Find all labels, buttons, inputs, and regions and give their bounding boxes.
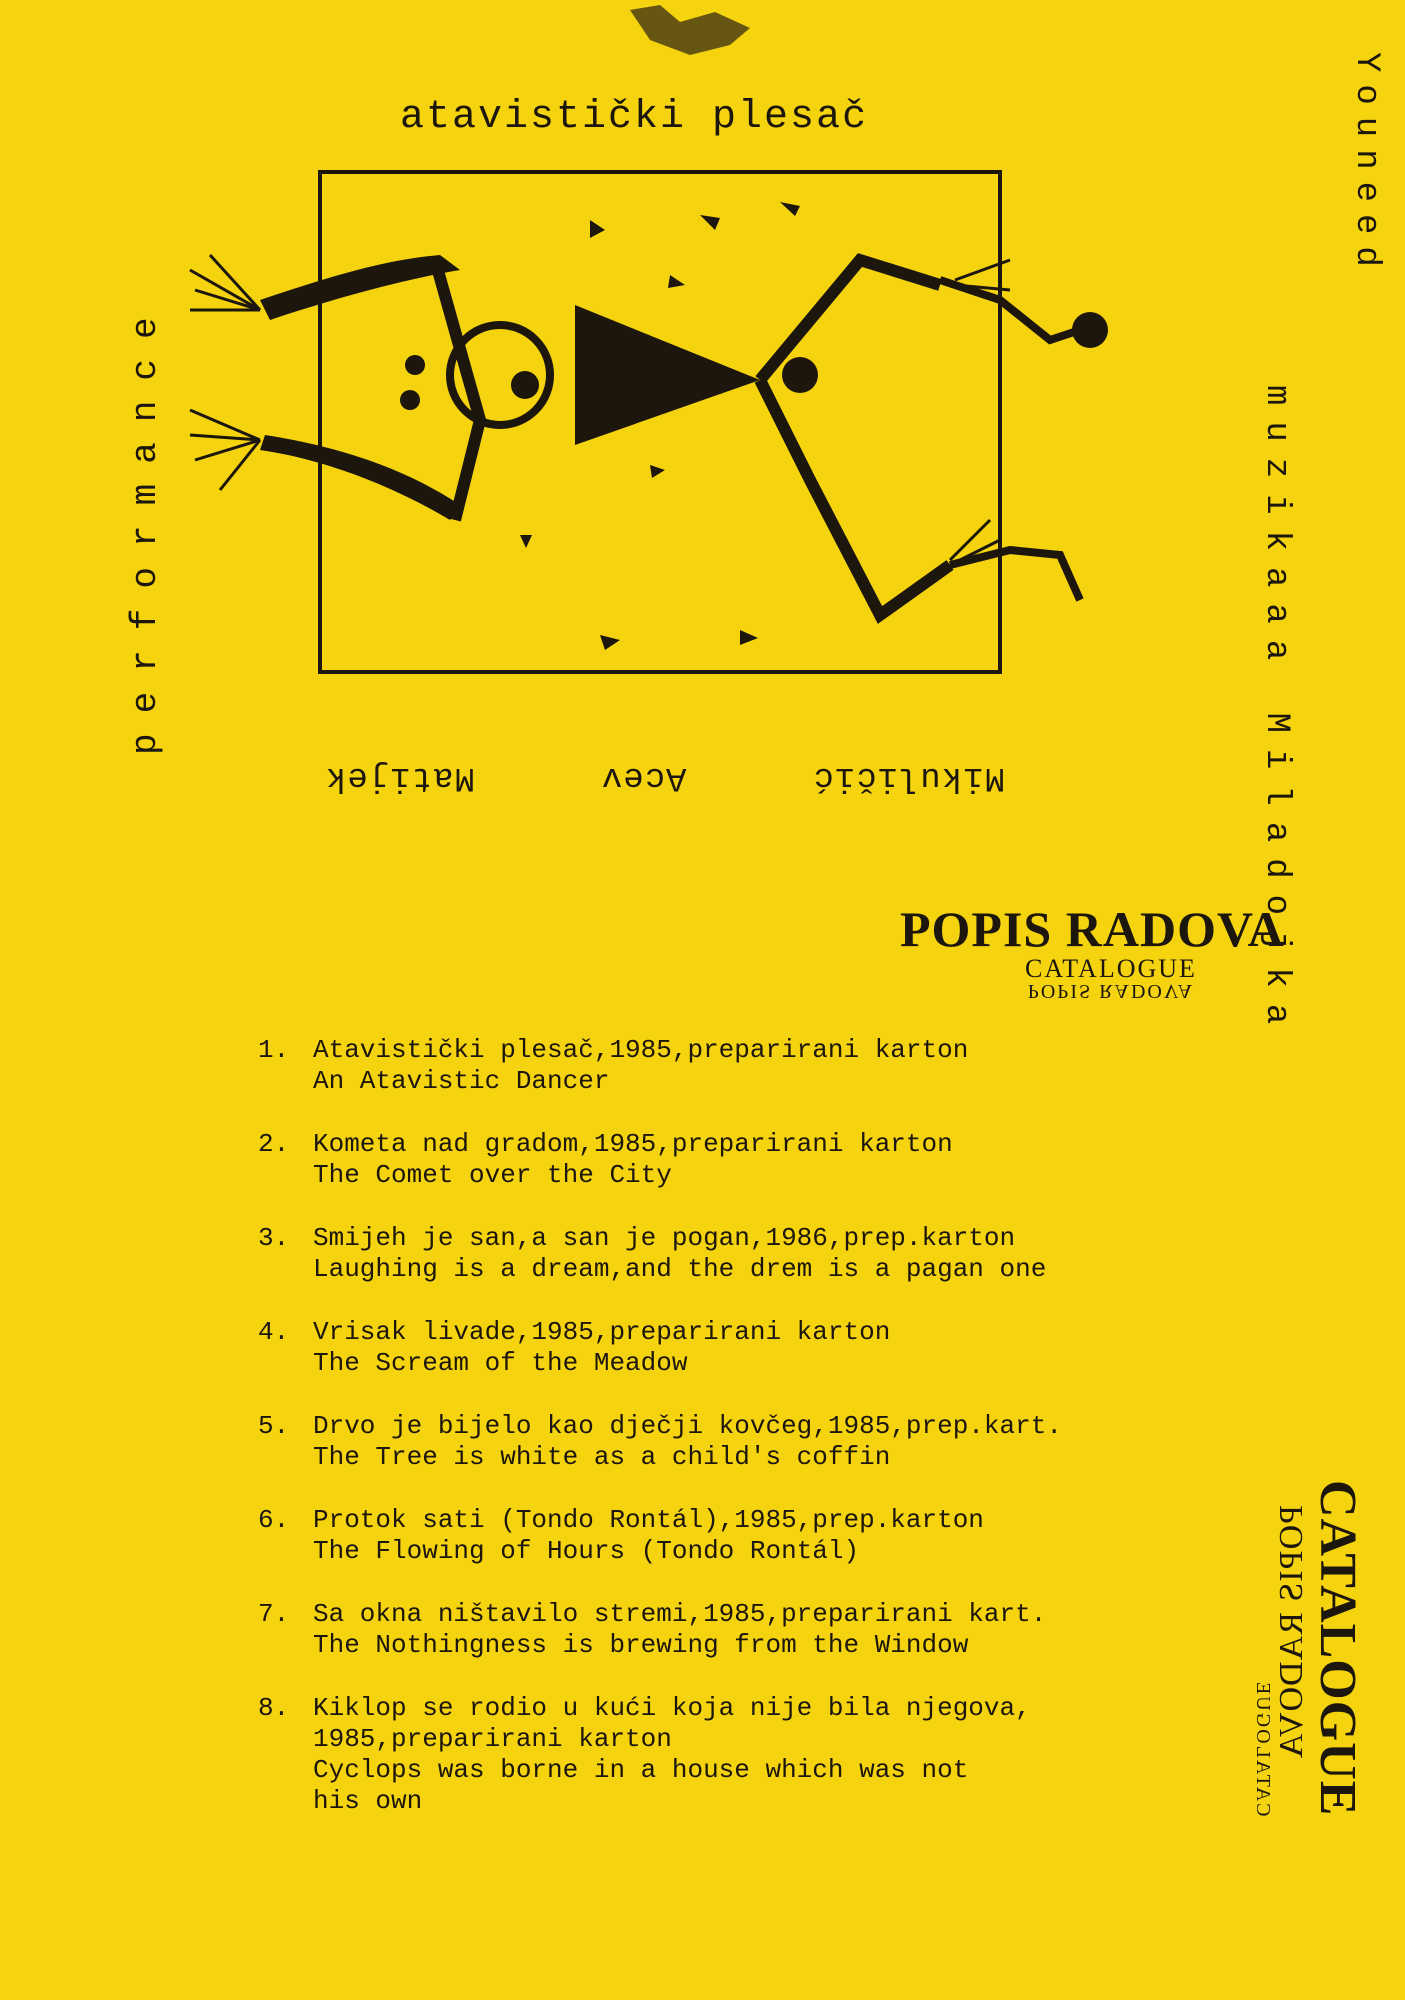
music-credit-label: muzikaaa Miladojka — [1257, 385, 1295, 1041]
list-item — [258, 1317, 1188, 1379]
side-stamp-mid: POPIS RADOVA — [1273, 1505, 1310, 1760]
catalogue-stamp — [1025, 954, 1197, 1002]
side-stamp-small: CATALOGUE — [1252, 1680, 1274, 1817]
item-title-hr: Drvo je bijelo kao dječji kovčeg,1985,prep.kart. — [313, 1411, 1062, 1441]
list-item — [258, 1035, 1188, 1097]
list-item — [258, 1223, 1188, 1285]
item-title-en: Laughing is a dream,and the drem is a pagan one — [313, 1254, 1047, 1284]
artist-credits — [325, 752, 1005, 802]
credit-name: Mikuličić — [812, 758, 1005, 796]
item-number: 5. — [258, 1411, 290, 1441]
list-item — [258, 1505, 1188, 1567]
item-number: 3. — [258, 1223, 290, 1253]
catalogue-heading: POPIS RADOVA — [900, 901, 1285, 957]
item-title-hr: 1985,preparirani karton — [313, 1724, 672, 1754]
triangle-marks — [520, 202, 800, 650]
item-title-en: The Tree is white as a child's coffin — [313, 1442, 891, 1472]
ink-smudge — [620, 0, 770, 70]
item-title-hr: Kometa nad gradom,1985,preparirani karton — [313, 1129, 953, 1159]
item-number: 6. — [258, 1505, 290, 1535]
youneed-label: Youneed — [1347, 52, 1385, 279]
item-number: 7. — [258, 1599, 290, 1629]
item-number: 4. — [258, 1317, 290, 1347]
list-item — [258, 1693, 1188, 1817]
performance-label: performance — [125, 297, 166, 755]
list-item — [258, 1129, 1188, 1191]
item-title-en: An Atavistic Dancer — [313, 1066, 610, 1096]
item-title-en: Cyclops was borne in a house which was not — [313, 1755, 969, 1785]
atavistic-dancer-drawing — [180, 160, 1200, 700]
item-title-hr: Sa okna ništavilo stremi,1985,preparirani kart. — [313, 1599, 1047, 1629]
item-title-hr: Atavistički plesač,1985,preparirani karton — [313, 1035, 969, 1065]
item-title-en: his own — [313, 1786, 423, 1816]
dancer-figure — [190, 255, 1108, 615]
item-title-hr: Protok sati (Tondo Rontál),1985,prep.karton — [313, 1505, 984, 1535]
item-title-en: The Flowing of Hours (Tondo Rontál) — [313, 1536, 860, 1566]
item-title-en: The Comet over the City — [313, 1160, 672, 1190]
stamp-popis-text: POPIS RADOVA — [1027, 980, 1195, 1002]
catalogue-list — [258, 1035, 1188, 1849]
side-catalogue-stamp — [1251, 1480, 1365, 1816]
item-title-en: The Scream of the Meadow — [313, 1348, 688, 1378]
item-number: 8. — [258, 1693, 290, 1723]
item-number: 1. — [258, 1035, 290, 1065]
side-stamp-big: CATALOGUE — [1309, 1480, 1366, 1817]
credit-name: Acev — [600, 758, 687, 796]
item-number: 2. — [258, 1129, 290, 1159]
item-title-hr: Smijeh je san,a san je pogan,1986,prep.karton — [313, 1223, 1016, 1253]
item-title-en: The Nothingness is brewing from the Window — [313, 1630, 969, 1660]
list-item — [258, 1411, 1188, 1473]
stamp-catalogue-text: CATALOGUE — [1025, 954, 1197, 983]
list-item — [258, 1599, 1188, 1661]
page-title: atavistički plesač — [400, 95, 869, 140]
item-title-hr: Vrisak livade,1985,preparirani karton — [313, 1317, 891, 1347]
credit-name: Matijek — [325, 758, 475, 796]
item-title-hr: Kiklop se rodio u kući koja nije bila njegova, — [313, 1693, 1031, 1723]
